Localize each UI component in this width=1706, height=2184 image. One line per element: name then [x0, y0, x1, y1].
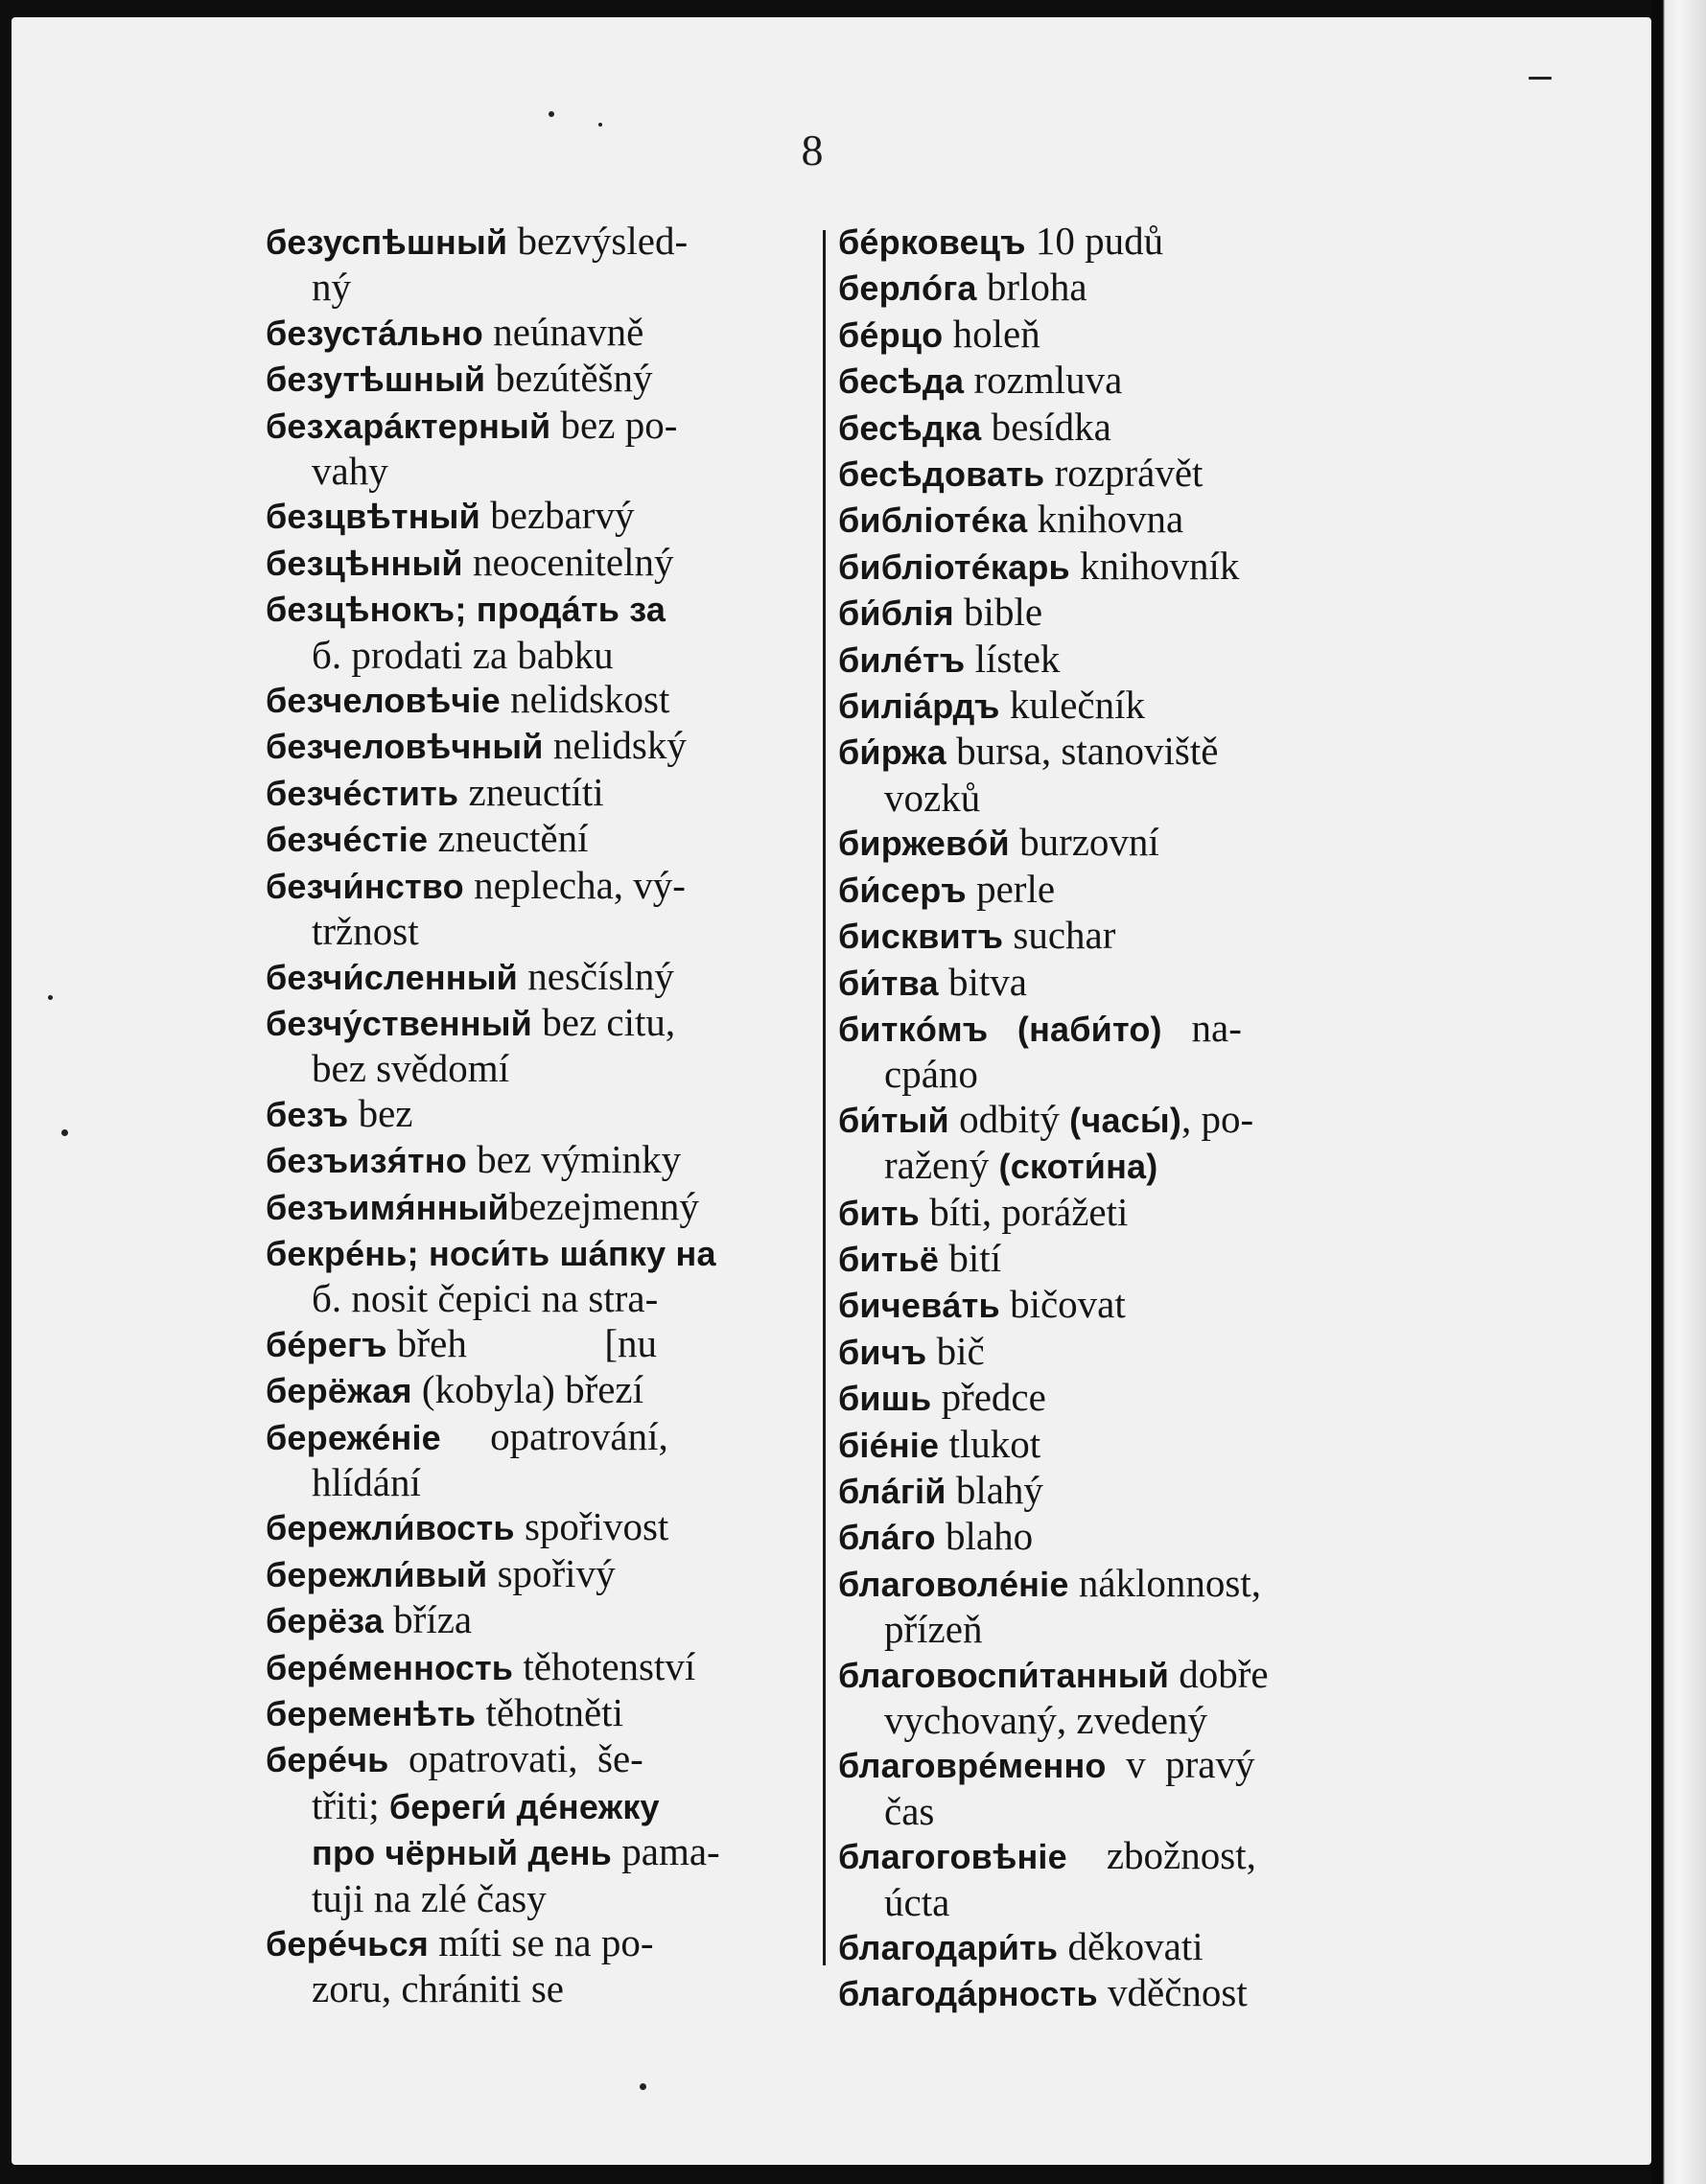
headword: безъ [266, 1094, 349, 1134]
translation: holeň [943, 311, 1040, 356]
headword: би́серъ [838, 870, 967, 910]
headword: библіотéка [838, 500, 1028, 541]
entry-line [266, 1920, 822, 1966]
entry-line [838, 1006, 1394, 1052]
dictionary-entry [266, 1000, 822, 1091]
entry-line [266, 954, 822, 1000]
entry-line [266, 1551, 822, 1597]
dictionary-entry [838, 1468, 1394, 1514]
translation: na- [1161, 1005, 1242, 1050]
entry-line [838, 1190, 1394, 1236]
entry-line [266, 1046, 822, 1090]
entry-line [266, 540, 822, 586]
translation: tržnost [312, 909, 419, 954]
headword: би́ржа [838, 732, 946, 773]
translation: burzovní [1009, 820, 1159, 865]
translation: nesčíslný [518, 953, 674, 998]
entry-line [838, 637, 1394, 683]
translation: knihovna [1027, 497, 1184, 542]
entry-line [838, 1607, 1394, 1651]
dictionary-entry [266, 1690, 822, 1736]
dictionary-entry [266, 1091, 822, 1137]
entry-line [266, 265, 822, 309]
translation: ný [312, 265, 351, 310]
entry-line [266, 1000, 822, 1046]
headword: би́блія [838, 593, 954, 634]
entry-line [838, 1052, 1394, 1096]
dictionary-entry [266, 403, 822, 494]
translation: spořivost [514, 1504, 669, 1549]
translation: třiti; [312, 1782, 389, 1827]
translation: bezútěšný [485, 356, 653, 401]
headword: би́тый [838, 1100, 949, 1140]
translation: bitva [938, 959, 1027, 1004]
dictionary-entry [266, 1137, 822, 1183]
dictionary-entry [266, 493, 822, 539]
translation: úcta [884, 1879, 950, 1924]
entry-line [838, 544, 1394, 590]
headword: безцвѣтный [266, 497, 480, 537]
dictionary-entry [838, 1514, 1394, 1560]
entry-line [266, 1966, 822, 2010]
headword: би́тва [838, 963, 939, 1003]
headword: безчéстить [266, 773, 459, 813]
translation: suchar [1003, 913, 1116, 958]
entry-line [266, 1690, 822, 1736]
dictionary-entry [838, 1561, 1394, 1652]
dictionary-entry [838, 820, 1394, 866]
headword: блáгій [838, 1471, 946, 1511]
entry-line [838, 1329, 1394, 1375]
headword: бичъ [838, 1332, 927, 1372]
dictionary-entry [266, 1551, 822, 1597]
translation: nelidský [543, 723, 687, 768]
entry-line [838, 776, 1394, 820]
headword: бережли́вый [266, 1554, 488, 1594]
headword: про чёрный день [312, 1833, 613, 1873]
entry-line [838, 1468, 1394, 1514]
dictionary-entry [266, 1367, 822, 1413]
headword: берéчь [266, 1740, 389, 1780]
headword: бесѣда [838, 361, 965, 402]
entry-line [838, 451, 1394, 497]
translation: zneuctíti [458, 769, 604, 814]
translation: přízeň [884, 1607, 983, 1652]
headword: безцѣнный [266, 543, 463, 583]
headword: бесѣдовать [838, 454, 1045, 495]
translation: lístek [965, 636, 1061, 681]
headword: бить [838, 1193, 920, 1233]
dictionary-entry [838, 913, 1394, 959]
dictionary-page [12, 17, 1651, 2165]
headword: билéтъ [838, 639, 966, 680]
entry-line [838, 1652, 1394, 1698]
translation: , po- [1181, 1096, 1254, 1141]
translation: pama- [612, 1829, 720, 1874]
dictionary-entry [838, 590, 1394, 636]
headword: бéрегъ [266, 1324, 387, 1364]
entry-line [266, 863, 822, 909]
headword: бичевáть [838, 1286, 1000, 1326]
print-speck [549, 111, 554, 117]
headword: благодари́ть [838, 1928, 1059, 1968]
translation: (kobyla) březí [411, 1367, 644, 1412]
headword: бишь [838, 1379, 932, 1419]
headword: безутѣшный [266, 360, 486, 400]
translation: děkovati [1058, 1924, 1204, 1969]
entry-line [838, 1880, 1394, 1924]
entry-line [838, 312, 1394, 358]
headword: беременѣть [266, 1694, 477, 1733]
translation: neplecha, vý- [463, 862, 686, 907]
translation: bez po- [550, 402, 678, 447]
entry-line [838, 1970, 1394, 2016]
translation: břeh [nu [386, 1320, 657, 1365]
dictionary-entry [266, 1644, 822, 1690]
dictionary-entry [838, 1375, 1394, 1421]
dictionary-entry [266, 1414, 822, 1505]
translation: neocenitelný [462, 539, 674, 584]
headword: благоговѣніе [838, 1837, 1067, 1877]
entry-line [838, 1924, 1394, 1970]
translation: bičovat [999, 1282, 1126, 1327]
headword: берёжая [266, 1371, 412, 1411]
translation: čas [884, 1788, 935, 1833]
dictionary-entry [838, 265, 1394, 311]
entry-line [838, 1282, 1394, 1328]
headword: бéрцо [838, 314, 944, 355]
dictionary-entry [266, 1736, 822, 1920]
translation: bezvýsled- [507, 219, 689, 263]
entry-line [838, 1375, 1394, 1421]
headword: безчу́ственный [266, 1003, 532, 1043]
headword: благовоспи́танный [838, 1655, 1170, 1695]
translation: besídka [981, 404, 1111, 449]
dictionary-entry [838, 1924, 1394, 1970]
translation: spořivý [487, 1550, 616, 1595]
headword: библіотéкарь [838, 546, 1070, 587]
headword: бéрковецъ [838, 222, 1026, 262]
dictionary-entry [266, 770, 822, 816]
entry-line [838, 1097, 1394, 1143]
print-speck [640, 2083, 646, 2090]
dictionary-entry [266, 540, 822, 586]
translation: odbitý [948, 1096, 1070, 1141]
entry-line [838, 590, 1394, 636]
translation: rozprávět [1044, 451, 1204, 496]
entry-line [838, 729, 1394, 775]
entry-line [838, 219, 1394, 265]
translation: vděčnost [1097, 1970, 1248, 2015]
entry-line [838, 1698, 1394, 1742]
dictionary-entry [838, 729, 1394, 820]
dictionary-entry [266, 816, 822, 862]
translation: těhotněti [476, 1690, 623, 1734]
dictionary-entry [266, 1597, 822, 1643]
dictionary-entry [838, 1097, 1394, 1190]
translation: ražený [884, 1143, 999, 1188]
dictionary-entry [838, 544, 1394, 590]
headword: бережли́вость [266, 1508, 515, 1548]
entry-line [266, 1414, 822, 1460]
translation: brloha [976, 265, 1087, 310]
dictionary-entry [838, 451, 1394, 497]
entry-line [838, 405, 1394, 451]
dictionary-entry [838, 1006, 1394, 1097]
headword: бисквитъ [838, 917, 1004, 957]
dictionary-entry [266, 310, 822, 356]
entry-line [838, 913, 1394, 959]
translation: perle [966, 866, 1056, 911]
dictionary-entry [266, 723, 822, 769]
translation: dobře [1169, 1651, 1269, 1696]
entry-line [838, 867, 1394, 913]
entry-line [838, 497, 1394, 543]
entry-line [838, 265, 1394, 311]
headword: безчеловѣчіе [266, 681, 501, 721]
headword: благоврéменно [838, 1746, 1107, 1786]
entry-line [266, 1091, 822, 1137]
dictionary-entry [838, 497, 1394, 543]
dictionary-entry [266, 219, 822, 310]
entry-line [266, 1597, 822, 1643]
translation: opatrovati, še- [388, 1736, 643, 1781]
left-column [266, 219, 822, 2011]
entry-line [838, 683, 1394, 729]
entry-line [838, 1143, 1394, 1189]
dictionary-entry [838, 1970, 1394, 2016]
translation: hlídání [312, 1459, 421, 1504]
translation: bíti, porážeti [919, 1189, 1129, 1234]
headword: безцѣнокъ; продáть за [266, 590, 666, 630]
headword: благоволéніе [838, 1564, 1069, 1604]
dictionary-entry [838, 1329, 1394, 1375]
dictionary-entry [266, 1504, 822, 1550]
dictionary-entry [838, 1833, 1394, 1924]
headword: безустáльно [266, 313, 483, 353]
headword: безхарáктерный [266, 406, 551, 446]
entry-line [266, 1876, 822, 1920]
translation: v pravý [1106, 1742, 1255, 1787]
entry-line [266, 586, 822, 632]
translation: tuji na zlé časy [312, 1875, 547, 1920]
entry-line [266, 1783, 822, 1829]
headword: безчéстіе [266, 820, 429, 860]
entry-line [838, 1236, 1394, 1282]
dictionary-entry [266, 677, 822, 723]
headword: биткóмъ (наби́то) [838, 1009, 1162, 1049]
entry-line [266, 909, 822, 953]
headword: берёза [266, 1601, 384, 1641]
entry-line [838, 960, 1394, 1006]
dictionary-entry [838, 405, 1394, 451]
dictionary-entry [838, 960, 1394, 1006]
translation: bití [939, 1235, 1002, 1280]
dictionary-entry [838, 1236, 1394, 1282]
translation: předce [931, 1375, 1046, 1420]
print-speck [598, 123, 602, 127]
entry-line [266, 1184, 822, 1230]
translation: 10 pudů [1025, 219, 1164, 263]
dictionary-entry [838, 358, 1394, 404]
entry-line [266, 219, 822, 265]
dictionary-entry [266, 356, 822, 402]
dictionary-entry [838, 312, 1394, 358]
entry-line [266, 1644, 822, 1690]
dictionary-entry [838, 1742, 1394, 1833]
entry-line [266, 493, 822, 539]
translation: bezejmenný [508, 1183, 699, 1228]
headword: блáго [838, 1518, 936, 1558]
translation: opatrování, [440, 1413, 668, 1458]
page-number: 8 [801, 126, 824, 174]
entry-line [838, 1561, 1394, 1607]
dictionary-entry [838, 637, 1394, 683]
translation: bible [953, 590, 1043, 635]
print-speck [61, 1129, 68, 1136]
entry-line [266, 1460, 822, 1504]
translation: míti se na po- [428, 1920, 654, 1965]
column-divider [823, 230, 826, 1965]
dictionary-entry [838, 1652, 1394, 1743]
page-edge [1651, 0, 1706, 2184]
entry-line [838, 1422, 1394, 1468]
headword: бесѣдка [838, 407, 982, 448]
headword: биліáрдъ [838, 686, 1000, 727]
translation: blaho [935, 1514, 1034, 1559]
entry-line [266, 1230, 822, 1276]
entry-line [838, 1742, 1394, 1788]
headword: безчи́сленный [266, 957, 519, 997]
translation: blahý [946, 1467, 1043, 1512]
translation: bez [348, 1090, 413, 1135]
entry-line [266, 1736, 822, 1782]
translation: knihovník [1069, 543, 1240, 588]
entry-line [266, 633, 822, 677]
entry-line [838, 1833, 1394, 1879]
dictionary-entry [266, 863, 822, 954]
translation: zneuctění [428, 816, 589, 861]
headword: безчеловѣчный [266, 727, 544, 767]
translation: kulečník [999, 683, 1146, 728]
dictionary-entry [838, 683, 1394, 729]
entry-line [266, 770, 822, 816]
headword: берéменность [266, 1647, 514, 1687]
translation: bezbarvý [479, 493, 635, 538]
dictionary-entry [838, 1190, 1394, 1236]
headword: (скоти́на) [998, 1147, 1158, 1187]
dictionary-entry [838, 219, 1394, 265]
print-speck [48, 995, 53, 1000]
headword: (часы́) [1069, 1100, 1182, 1140]
dictionary-entry [838, 867, 1394, 913]
entry-line [266, 403, 822, 449]
headword: бережéніе [266, 1417, 441, 1457]
headword: берлóга [838, 268, 977, 309]
dictionary-entry [266, 1920, 822, 2011]
entry-line [838, 1789, 1394, 1833]
translation: neúnavně [483, 309, 644, 354]
entry-line [266, 1137, 822, 1183]
entry-line [838, 820, 1394, 866]
headword: береги́ дéнежку [388, 1786, 660, 1826]
translation: bez svědomí [312, 1046, 510, 1091]
entry-line [838, 1514, 1394, 1560]
dictionary-entry [266, 586, 822, 677]
headword: бекрéнь; носи́ть шáпку на [266, 1233, 716, 1273]
headword: биржевóй [838, 824, 1010, 864]
headword: благодáрность [838, 1974, 1098, 2014]
entry-line [266, 816, 822, 862]
translation: bříza [383, 1597, 473, 1642]
translation: rozmluva [964, 358, 1123, 403]
entry-line [266, 677, 822, 723]
translation: náklonnost, [1068, 1560, 1261, 1605]
print-speck [1529, 77, 1552, 80]
headword: біéніе [838, 1425, 940, 1465]
translation: těhotenství [513, 1643, 696, 1688]
entry-line [266, 1504, 822, 1550]
translation: zbožnost, [1066, 1833, 1256, 1878]
translation: nelidskost [500, 677, 670, 722]
translation: vychovaný, zvedený [884, 1698, 1207, 1742]
translation: vozků [884, 775, 981, 820]
dictionary-entry [838, 1282, 1394, 1328]
translation: bez citu, [532, 999, 676, 1044]
entry-line [266, 1321, 822, 1367]
translation: bič [926, 1328, 985, 1373]
headword: безуспѣшный [266, 222, 508, 262]
dictionary-entry [266, 1321, 822, 1367]
dictionary-entry [838, 1422, 1394, 1468]
entry-line [266, 1829, 822, 1875]
right-column [838, 219, 1394, 2017]
headword: битьё [838, 1239, 940, 1279]
translation: б. nosit čepici na stra- [312, 1276, 659, 1321]
dictionary-entry [266, 1184, 822, 1230]
translation: б. prodati za babku [312, 632, 614, 677]
dictionary-entry [266, 1230, 822, 1321]
headword: безчи́нство [266, 866, 464, 906]
entry-line [838, 358, 1394, 404]
translation: bez výminky [466, 1137, 682, 1182]
entry-line [266, 1276, 822, 1320]
entry-line [266, 723, 822, 769]
entry-line [266, 356, 822, 402]
translation: bursa, stanoviště [946, 729, 1219, 774]
headword: безъизя́тно [266, 1141, 467, 1181]
translation: vahy [312, 449, 388, 494]
headword: безъимя́нный [266, 1187, 509, 1227]
entry-line [266, 310, 822, 356]
entry-line [266, 1367, 822, 1413]
headword: берéчься [266, 1924, 429, 1964]
translation: tlukot [939, 1421, 1041, 1466]
entry-line [266, 449, 822, 493]
dictionary-entry [266, 954, 822, 1000]
translation: zoru, chrániti se [312, 1966, 564, 2011]
translation: cpáno [884, 1052, 978, 1097]
